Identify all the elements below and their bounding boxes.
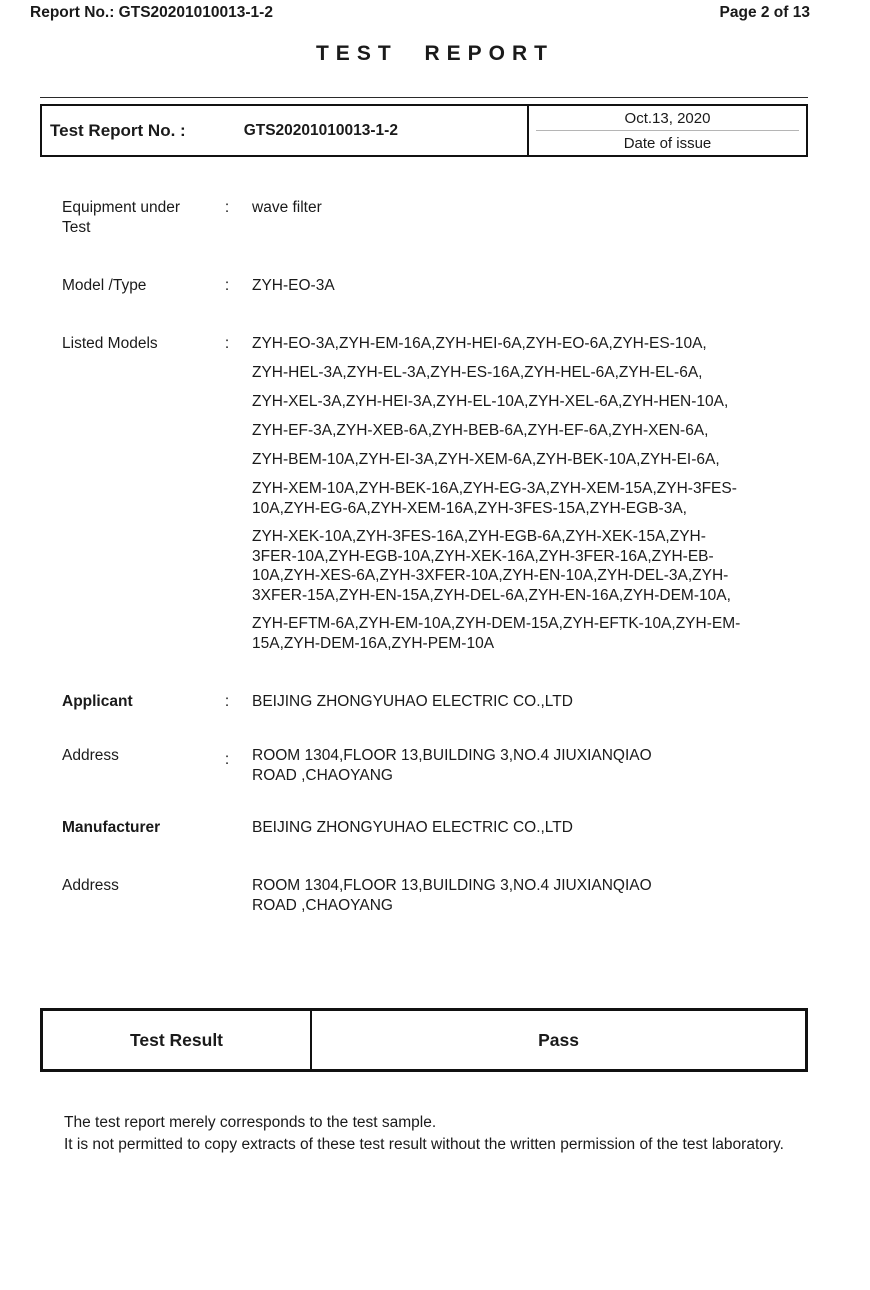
report-number-cell xyxy=(42,106,529,155)
field-row-listed-models xyxy=(62,334,832,662)
listed-models-line: ZYH-HEL-3A,ZYH-EL-3A,ZYH-ES-16A,ZYH-HEL-6A,ZYH-EL-6A, xyxy=(252,364,703,381)
field-label: Equipment under Test xyxy=(62,199,181,236)
address-line: ROAD ,CHAOYANG xyxy=(252,767,393,784)
report-number-label: Test Report No. : xyxy=(50,120,186,140)
field-row-manufacturer xyxy=(62,818,832,838)
address-line: ROOM 1304,FLOOR 13,BUILDING 3,NO.4 JIUXIANQIAO xyxy=(252,747,652,764)
listed-models-line: ZYH-EO-3A,ZYH-EM-16A,ZYH-HEI-6A,ZYH-EO-6A,ZYH-ES-10A, xyxy=(252,335,707,352)
report-number-table xyxy=(40,104,808,157)
listed-models-line: ZYH-XEL-3A,ZYH-HEI-3A,ZYH-EL-10A,ZYH-XEL-6A,ZYH-HEN-10A, xyxy=(252,393,729,410)
page-title: TEST REPORT xyxy=(315,42,554,65)
field-row-applicant xyxy=(62,692,832,712)
report-number-value: GTS20201010013-1-2 xyxy=(243,121,398,139)
field-row-manufacturer-address xyxy=(62,876,832,916)
field-value: BEIJING ZHONGYUHAO ELECTRIC CO.,LTD xyxy=(252,693,573,710)
field-label: Applicant xyxy=(62,693,133,710)
field-colon: : xyxy=(224,751,230,768)
note-line-1: The test report merely corresponds to the test sample. xyxy=(64,1114,437,1131)
listed-models-line: 10A,ZYH-EG-6A,ZYH-XEM-16A,ZYH-3FES-15A,ZYH-EGB-3A, xyxy=(252,499,687,517)
field-colon xyxy=(202,818,252,838)
header-page-number: Page 2 of 13 xyxy=(719,4,810,21)
listed-models-line: 3XFER-15A,ZYH-EN-15A,ZYH-DEL-6A,ZYH-EN-16A,ZYH-DEM-10A, xyxy=(252,586,731,604)
address-line: ROOM 1304,FLOOR 13,BUILDING 3,NO.4 JIUXIANQIAO xyxy=(252,877,652,894)
field-colon: : xyxy=(224,335,230,352)
field-colon: : xyxy=(224,199,230,216)
field-row-model xyxy=(62,276,832,296)
listed-models-line: ZYH-EFTM-6A,ZYH-EM-10A,ZYH-DEM-15A,ZYH-EFTK-10A,ZYH-EM- xyxy=(252,615,741,632)
listed-models-line: ZYH-XEK-10A,ZYH-3FES-16A,ZYH-EGB-6A,ZYH-XEK-15A,ZYH- xyxy=(252,528,706,545)
field-label: Listed Models xyxy=(62,335,158,352)
field-colon: : xyxy=(224,277,230,294)
listed-models-paragraph xyxy=(252,614,832,653)
listed-models-line: 3FER-10A,ZYH-EGB-10A,ZYH-XEK-16A,ZYH-3FER-16A,ZYH-EB- xyxy=(252,547,714,565)
field-colon xyxy=(202,876,252,916)
test-result-value-cell: Pass xyxy=(538,1029,579,1050)
header-report-no: Report No.: GTS20201010013-1-2 xyxy=(30,4,273,21)
report-notes xyxy=(64,1112,836,1155)
issue-date-cell xyxy=(529,106,806,155)
listed-models-paragraph xyxy=(252,479,832,518)
field-value xyxy=(252,876,832,916)
report-table-top-rule xyxy=(40,97,808,98)
test-result-table xyxy=(40,1008,808,1072)
field-label: Manufacturer xyxy=(62,819,161,836)
address-line: ROAD ,CHAOYANG xyxy=(252,897,393,914)
field-label: Model /Type xyxy=(62,277,147,294)
listed-models-line: 10A,ZYH-XES-6A,ZYH-3XFER-10A,ZYH-EN-10A,ZYH-DEL-3A,ZYH- xyxy=(252,567,729,584)
listed-models-line: ZYH-XEM-10A,ZYH-BEK-16A,ZYH-EG-3A,ZYH-XEM-15A,ZYH-3FES- xyxy=(252,480,737,497)
test-result-label-cell: Test Result xyxy=(43,1011,312,1069)
listed-models-line: ZYH-EF-3A,ZYH-XEB-6A,ZYH-BEB-6A,ZYH-EF-6A,ZYH-XEN-6A, xyxy=(252,422,709,439)
field-label: Address xyxy=(62,747,119,764)
issue-date-caption: Date of issue xyxy=(623,134,712,152)
listed-models-paragraph xyxy=(252,527,832,605)
listed-models-line: 15A,ZYH-DEM-16A,ZYH-PEM-10A xyxy=(252,634,495,652)
page-header xyxy=(30,4,810,22)
field-label: Address xyxy=(62,877,119,894)
issue-date-value: Oct.13, 2020 xyxy=(624,109,711,127)
field-row-applicant-address xyxy=(62,746,832,786)
listed-models-value xyxy=(252,334,832,662)
note-line-2: It is not permitted to copy extracts of these test result without the written permission of the test laboratory. xyxy=(64,1135,784,1153)
field-value: ZYH-EO-3A xyxy=(252,277,335,294)
field-value xyxy=(252,746,832,786)
field-colon: : xyxy=(224,693,230,710)
field-value: wave filter xyxy=(252,199,322,216)
field-value: BEIJING ZHONGYUHAO ELECTRIC CO.,LTD xyxy=(252,819,573,836)
listed-models-line: ZYH-BEM-10A,ZYH-EI-3A,ZYH-XEM-6A,ZYH-BEK-10A,ZYH-EI-6A, xyxy=(252,451,720,468)
field-row-equipment xyxy=(62,198,832,238)
